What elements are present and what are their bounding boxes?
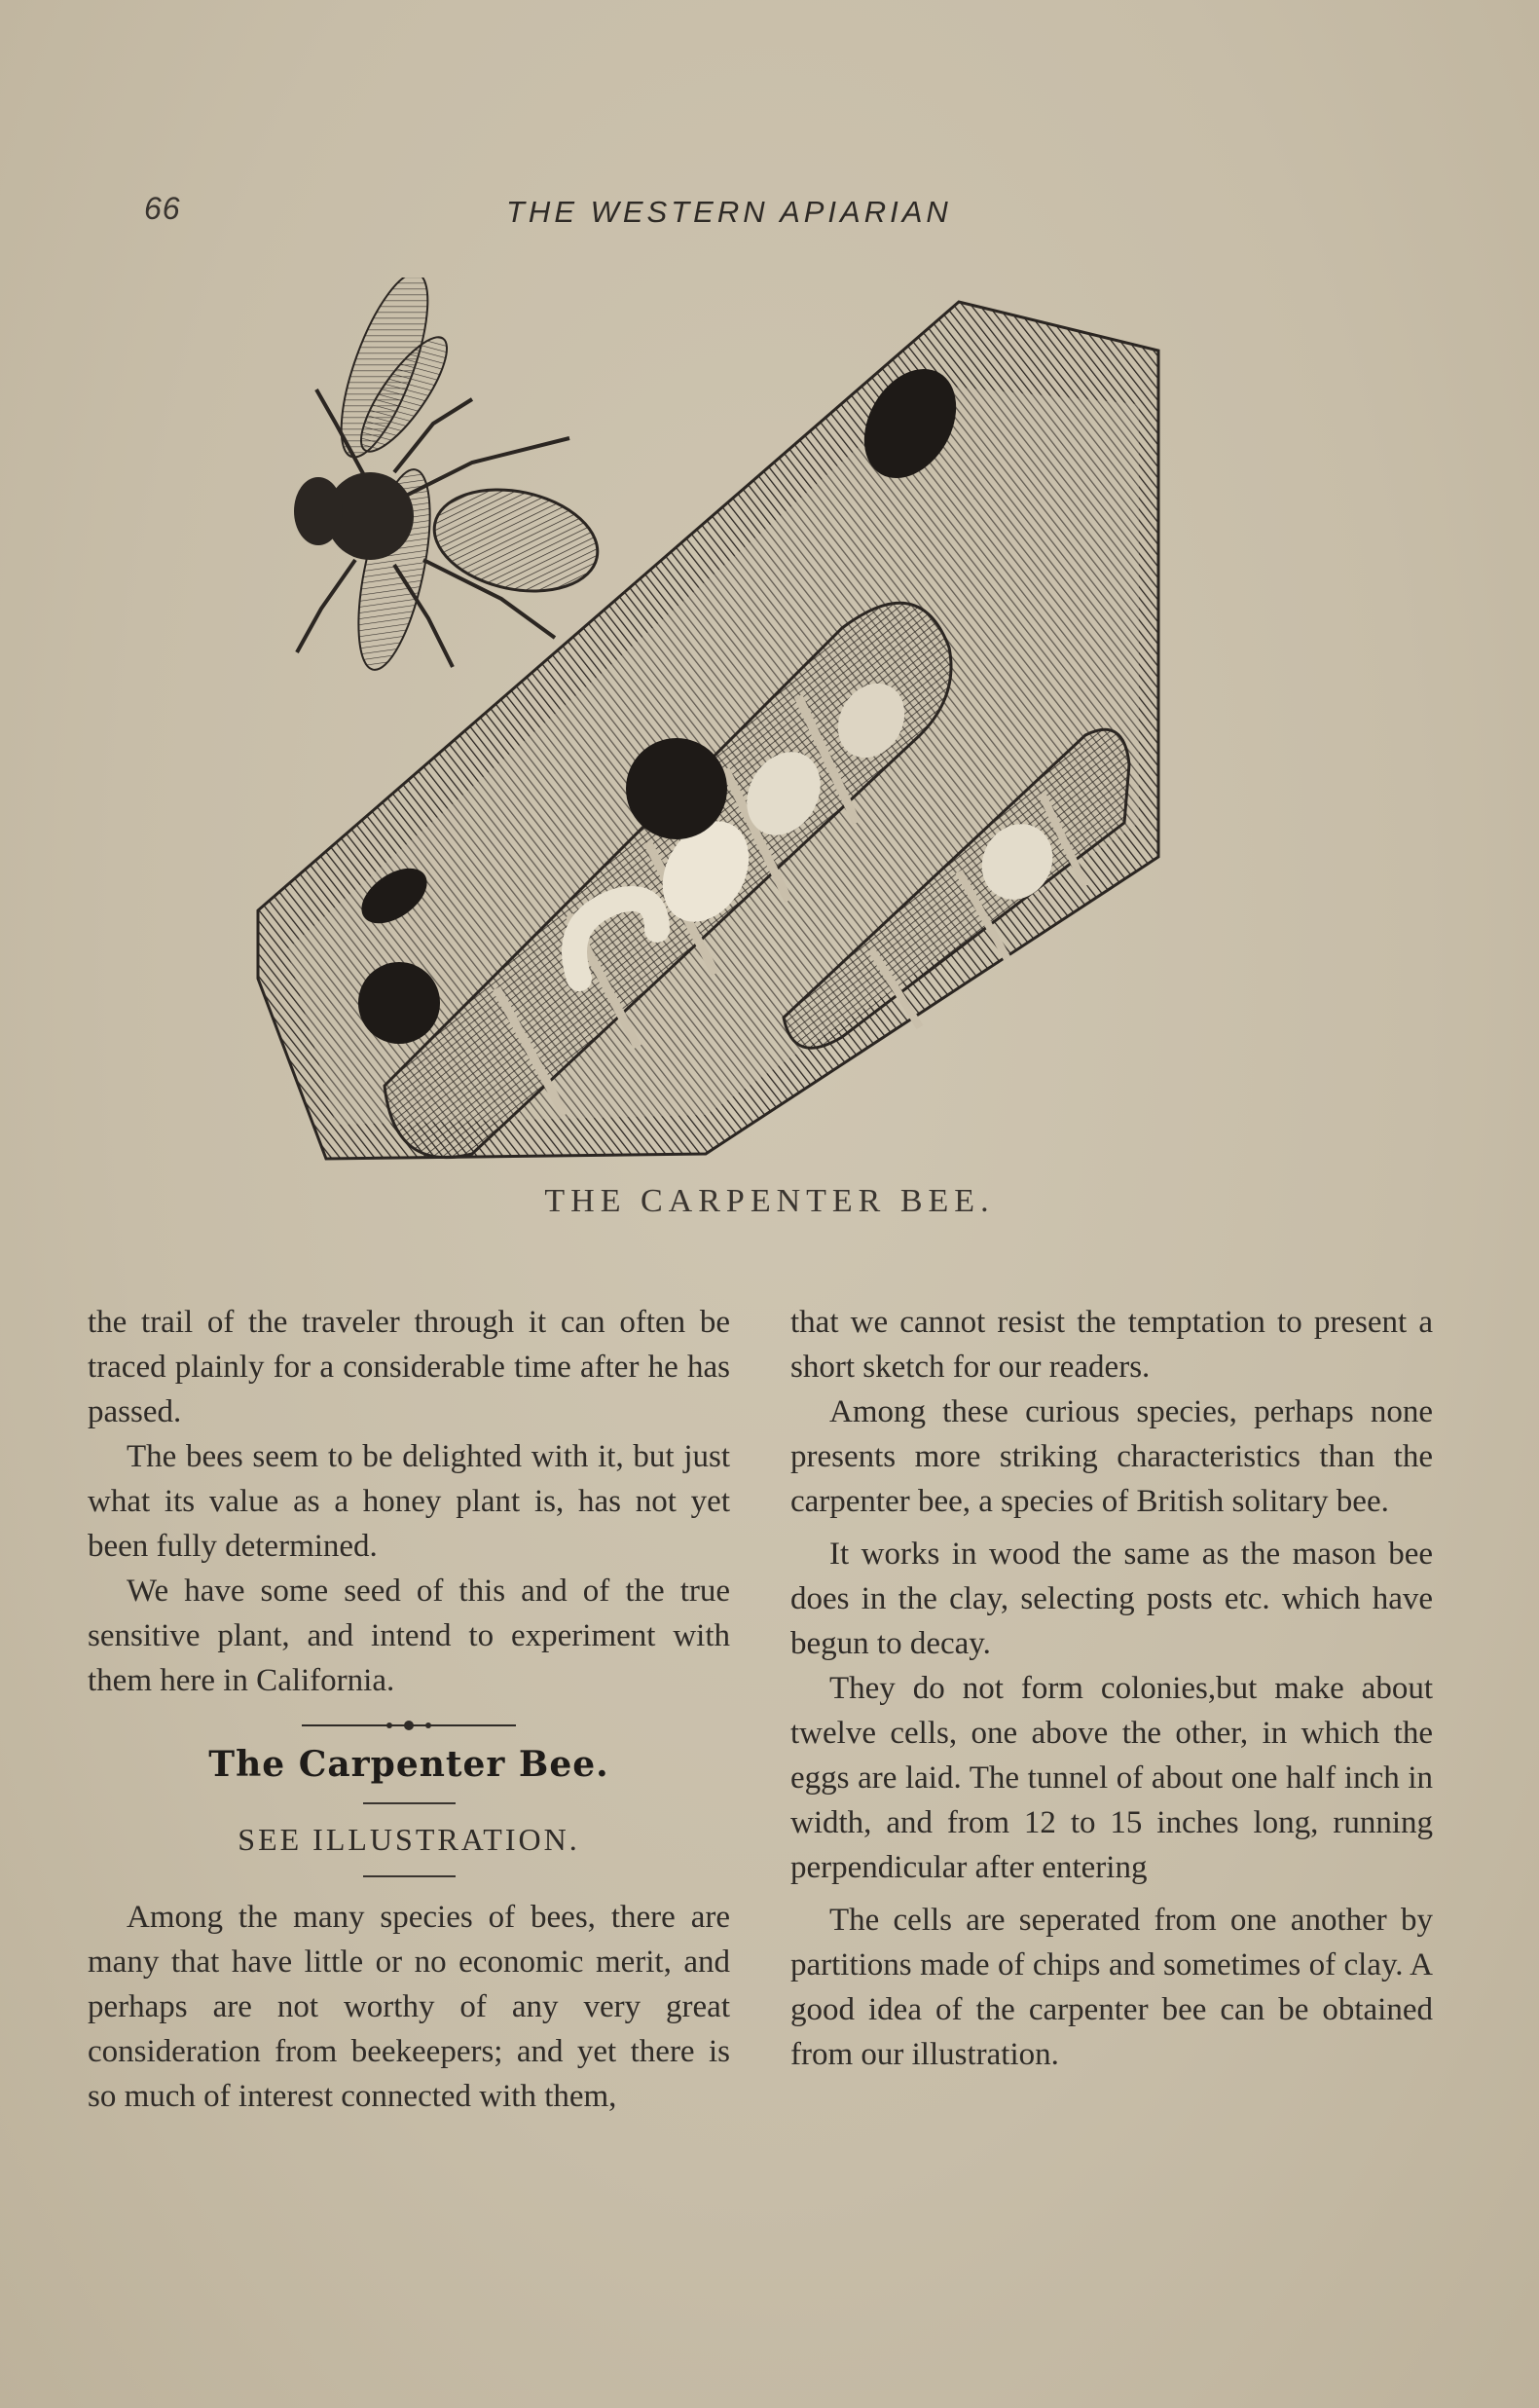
body-paragraph: We have some seed of this and of the true sensitive plant, and intend to experiment with them here in California. [88, 1574, 730, 1698]
title-rule [363, 1802, 456, 1804]
subtitle-rule [363, 1875, 456, 1877]
bee-head [294, 477, 343, 545]
body-paragraph: Among these curious species, perhaps none presents more striking characteristics than the carpenter bee, a species of British solitary bee. [790, 1394, 1433, 1519]
body-paragraph: Among the many species of bees, there are many that have little or no economic merit, and perhaps are not worthy of any very great consideration from beekeepers; and yet there is so much of interest connected with them, [88, 1900, 730, 2114]
bee-in-tunnel [626, 738, 727, 839]
body-paragraph: The bees seem to be delighted with it, but just what its value as a honey plant is, has not yet been fully determined. [88, 1439, 730, 1564]
bee-at-entrance [358, 962, 440, 1044]
body-paragraph: that we cannot resist the temptation to present a short sketch for our readers. [790, 1305, 1433, 1385]
left-column [88, 1300, 730, 2119]
carpenter-bee-illustration [248, 278, 1168, 1193]
page-number: 66 [144, 191, 181, 226]
bee-abdomen [424, 475, 606, 605]
body-paragraph: The cells are seperated from one another by partitions made of chips and sometimes of clay. A good idea of the carpenter bee can be obtained from our illustration. [790, 1903, 1433, 2072]
article-title: The Carpenter Bee. [208, 1744, 609, 1785]
adult-bee-drawing [294, 278, 607, 676]
article-subtitle: SEE ILLUSTRATION. [238, 1822, 580, 1857]
figure-caption: THE CARPENTER BEE. [544, 1183, 995, 1219]
body-paragraph: the trail of the traveler through it can often be traced plainly for a considerable time after he has passed. [88, 1305, 730, 1429]
right-column [790, 1300, 1433, 2077]
body-paragraph: They do not form colonies,but make about twelve cells, one above the other, in which the eggs are laid. The tunnel of about one half inch in width, and from 12 to 15 inches long, running perpendicular after entering [790, 1671, 1433, 1885]
ornamental-divider [88, 1719, 730, 1732]
running-head [0, 191, 1539, 240]
journal-title: THE WESTERN APIARIAN [506, 195, 952, 229]
body-paragraph: It works in wood the same as the mason bee does in the clay, selecting posts etc. which have begun to decay. [790, 1537, 1433, 1661]
